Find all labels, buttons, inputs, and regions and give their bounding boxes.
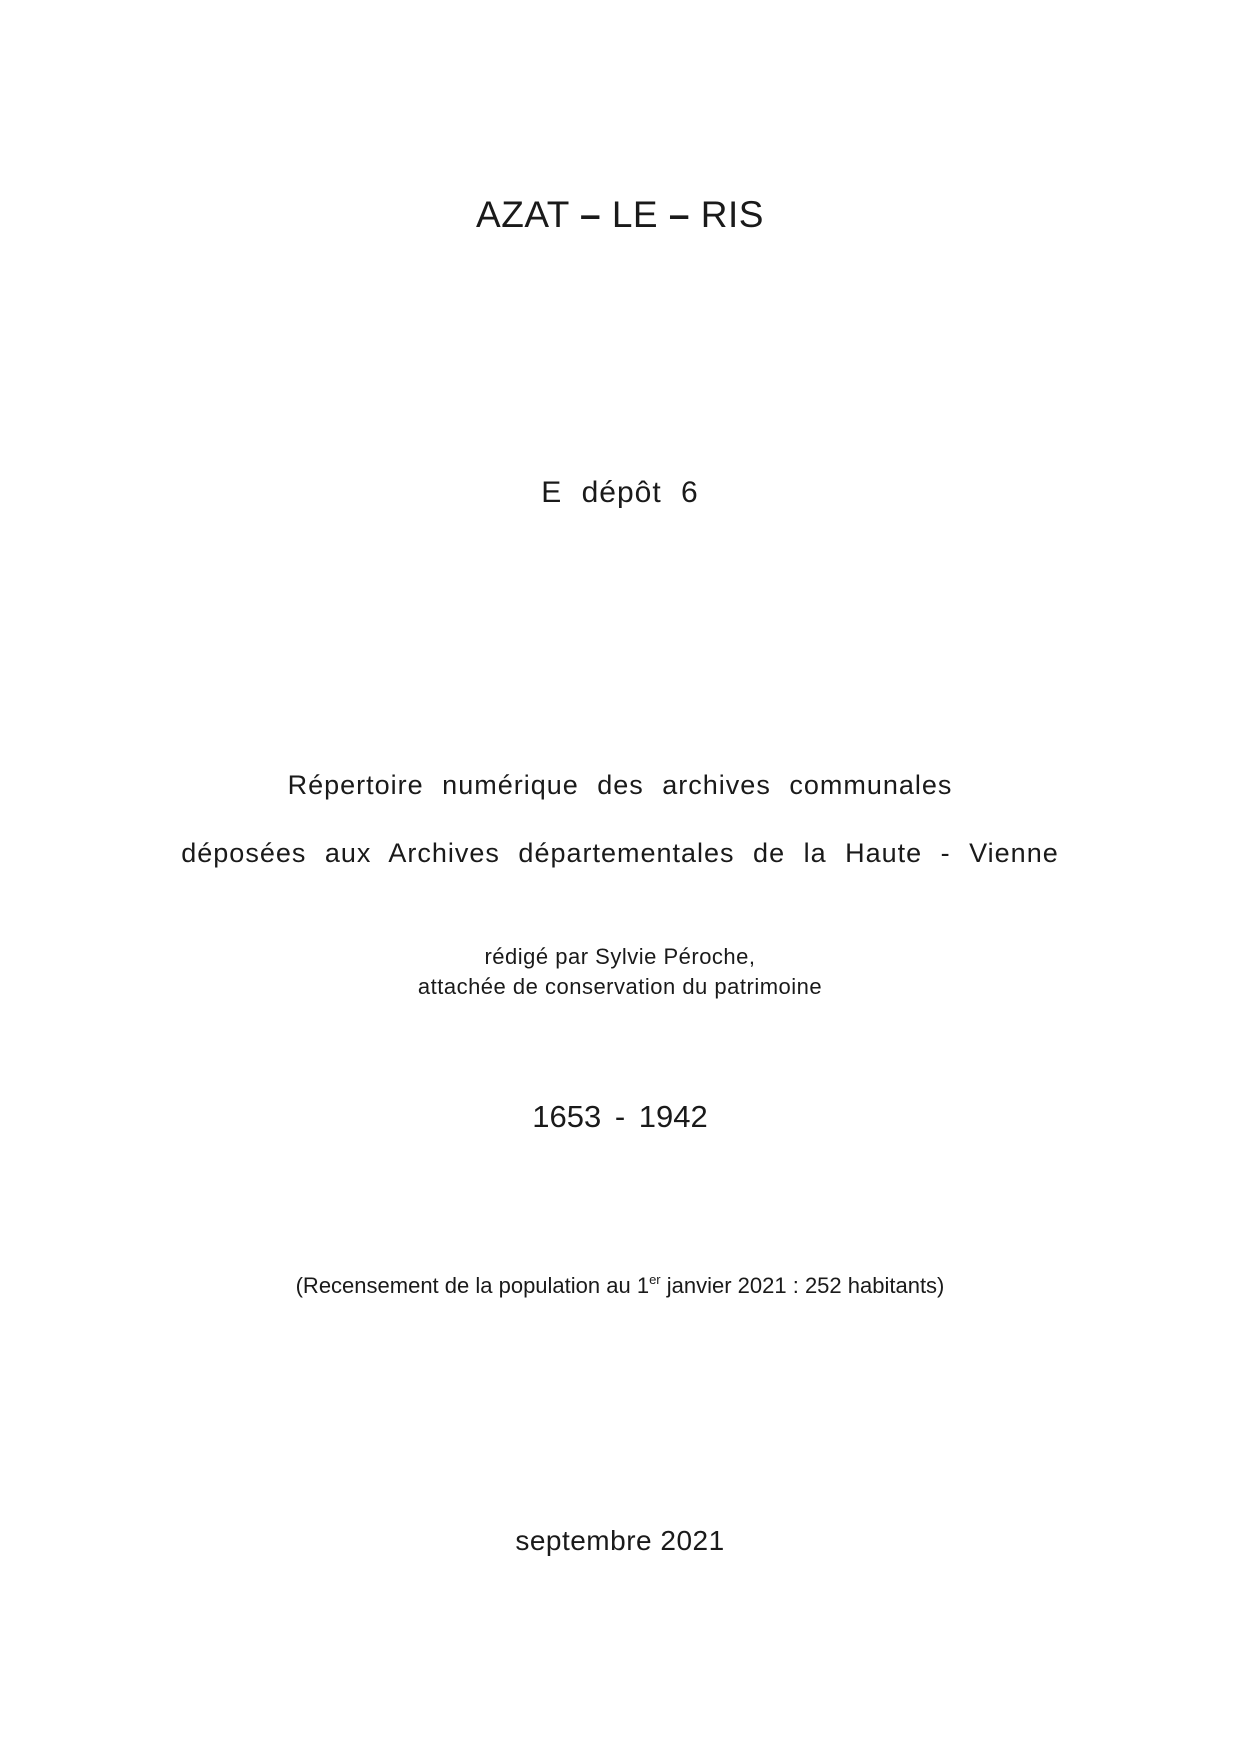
title-part-azat: AZAT <box>476 194 570 235</box>
repertoire-line-1: Répertoire numérique des archives communales <box>287 770 953 800</box>
author-line-2: attachée de conservation du patrimoine <box>417 974 823 999</box>
census-note <box>0 1272 1240 1298</box>
page-title <box>0 196 1240 233</box>
title-part-ris: RIS <box>700 194 764 235</box>
census-text-start: (Recensement de la population au 1 <box>295 1273 650 1298</box>
census-ordinal-suffix: er <box>649 1272 661 1287</box>
date-range: 1653 - 1942 <box>532 1099 708 1134</box>
repertoire-line-2: déposées aux Archives départementales de la Haute - Vienne <box>181 838 1059 868</box>
title-part-le: LE <box>611 194 659 235</box>
census-text-end: janvier 2021 : 252 habitants) <box>660 1273 945 1298</box>
publication-date: septembre 2021 <box>515 1525 725 1556</box>
title-dash: – <box>668 194 690 235</box>
author-line-1: rédigé par Sylvie Péroche, <box>484 944 756 969</box>
title-dash: – <box>579 194 602 235</box>
archive-reference: E dépôt 6 <box>541 476 699 509</box>
